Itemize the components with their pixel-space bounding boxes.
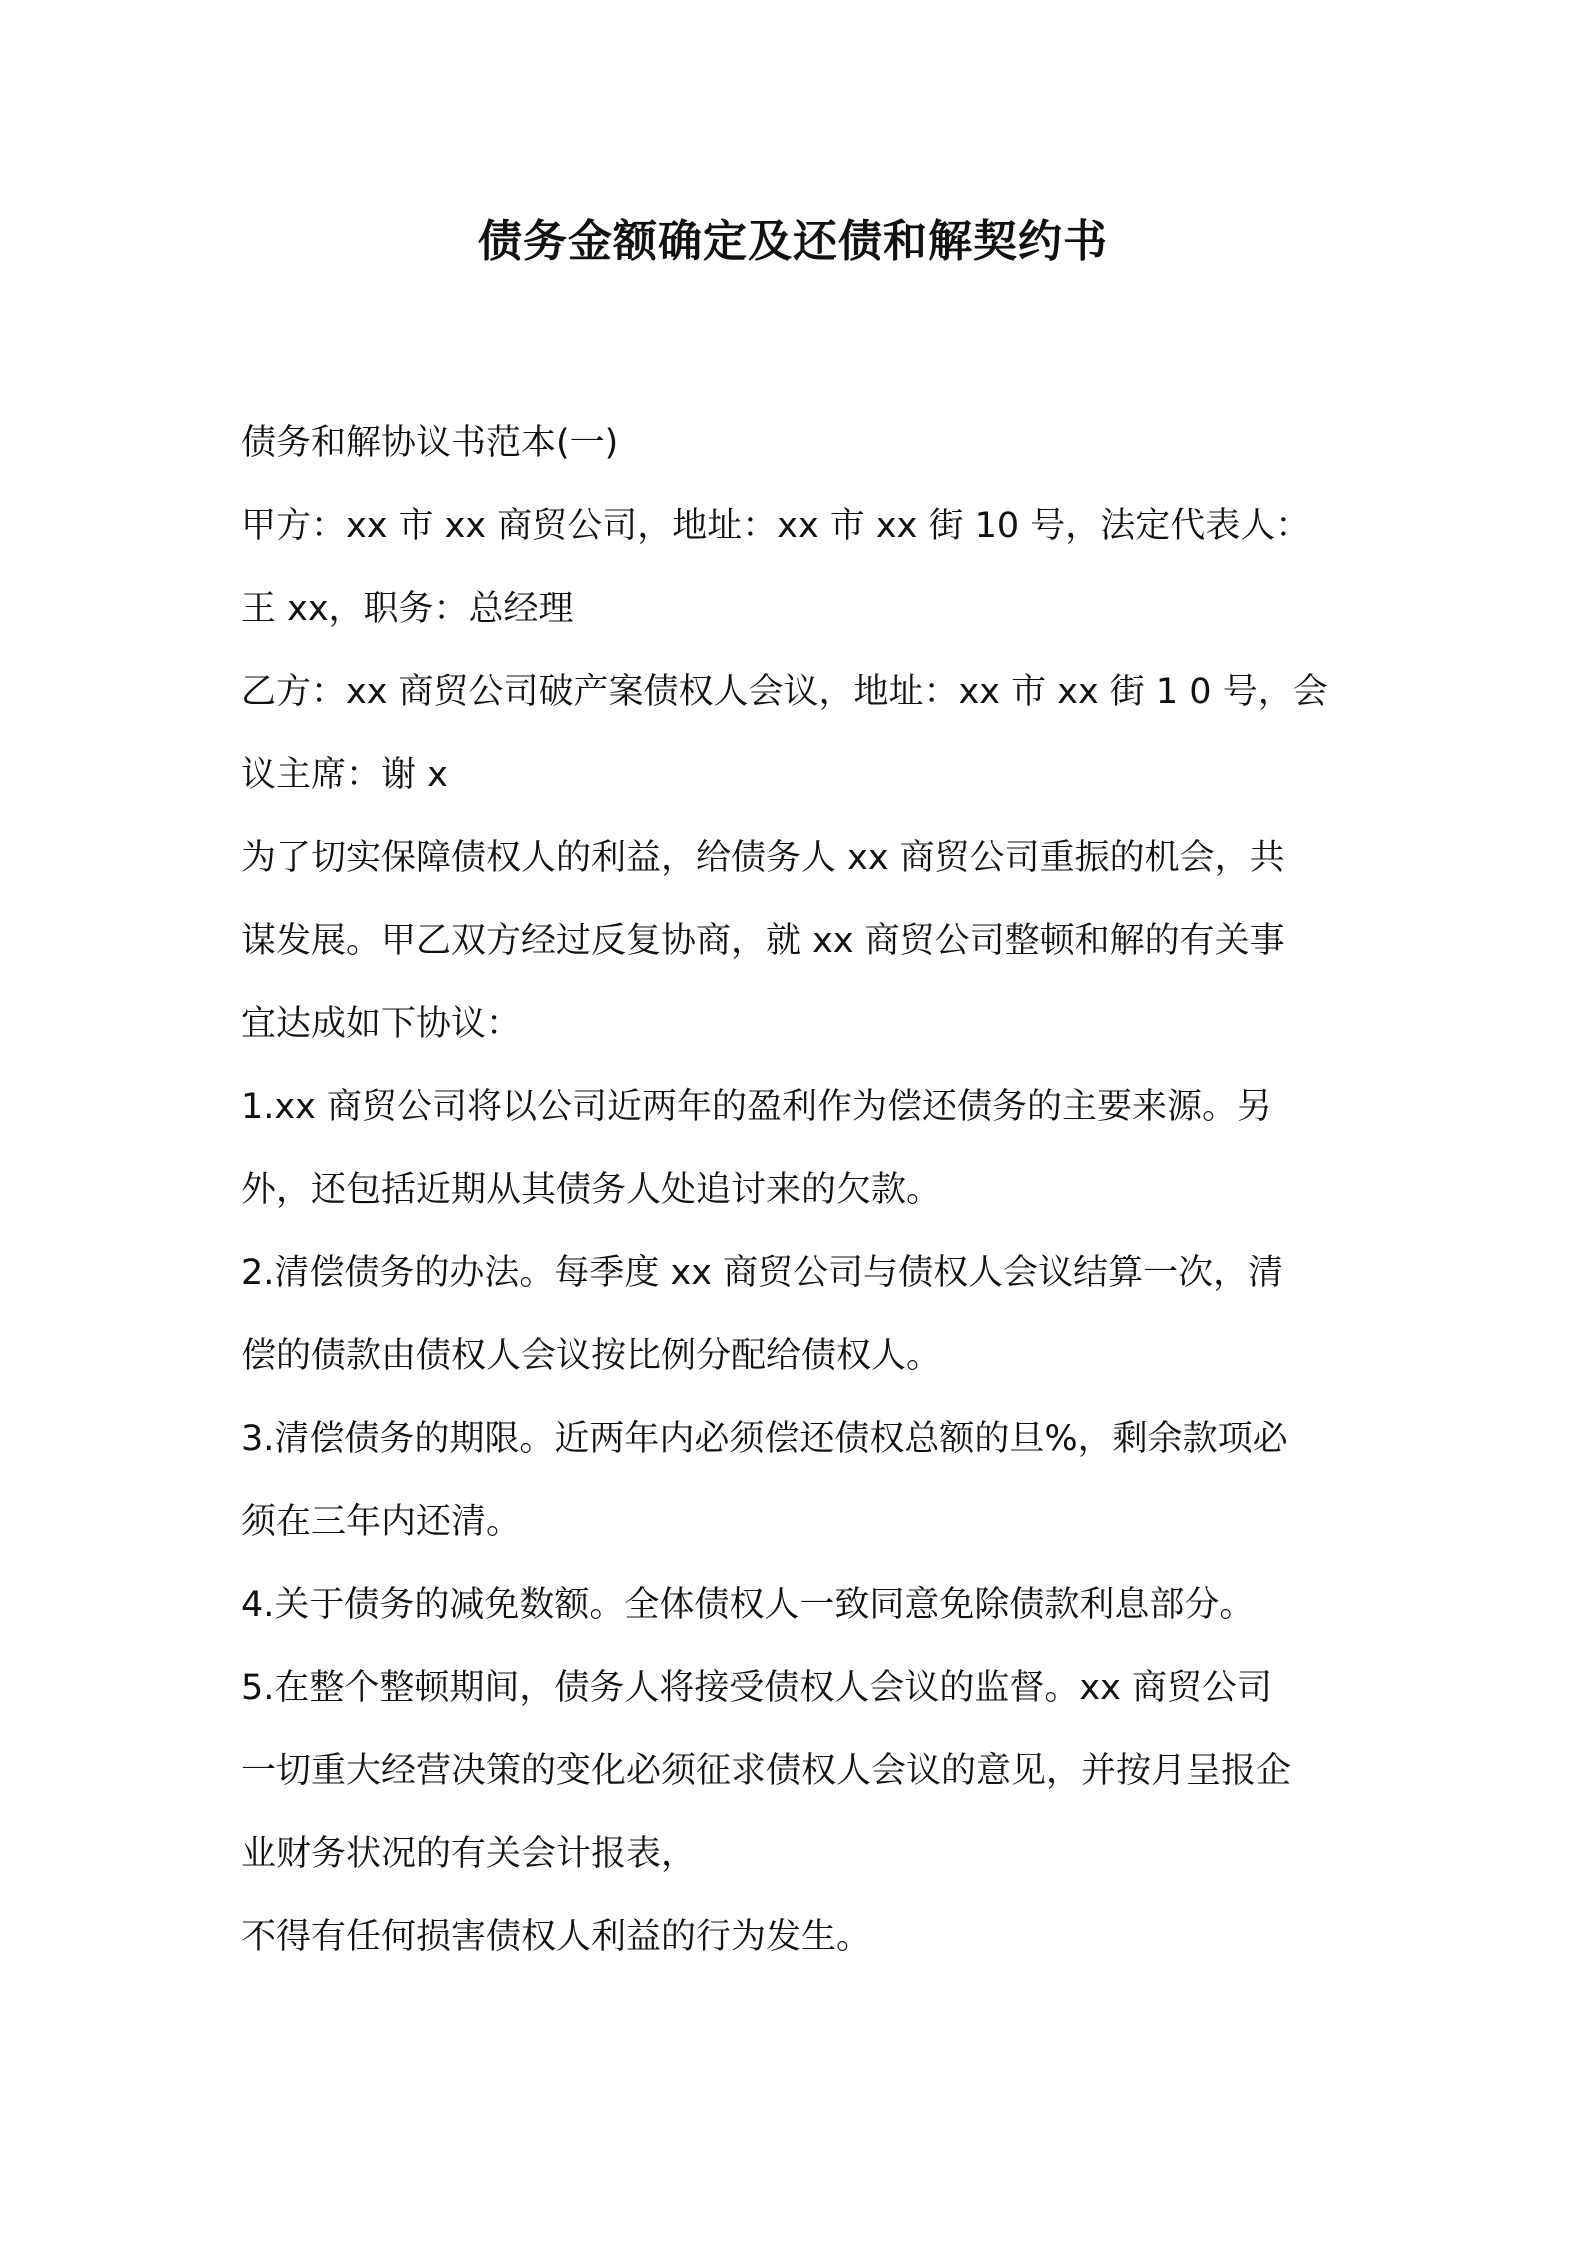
clause-5-line-2: 一切重大经营决策的变化必须征求债权人会议的意见，并按月呈报企 xyxy=(241,1751,1292,1791)
preamble-line-1: 为了切实保障债权人的利益，给债务人 xx 商贸公司重振的机会，共 xyxy=(241,838,1285,878)
party-b-line-2: 议主席：谢 x xyxy=(241,755,448,795)
clause-1-line-2: 外，还包括近期从其债务人处追讨来的欠款。 xyxy=(241,1170,942,1210)
subtitle-line: 债务和解协议书范本(一) xyxy=(241,423,619,463)
clause-3-line-2: 须在三年内还清。 xyxy=(241,1502,522,1542)
clause-3-line-1: 3.清偿债务的期限。近两年内必须偿还债权总额的旦%，剩余款项必 xyxy=(241,1419,1288,1459)
party-a-line-1: 甲方：xx 市 xx 商贸公司，地址：xx 市 xx 街 10 号，法定代表人： xyxy=(241,506,1311,546)
clause-5-line-3: 业财务状况的有关会计报表， xyxy=(241,1834,697,1874)
preamble-line-3: 宜达成如下协议： xyxy=(241,1004,522,1044)
clause-1-line-1: 1.xx 商贸公司将以公司近两年的盈利作为偿还债务的主要来源。另 xyxy=(241,1087,1272,1127)
document-body xyxy=(241,402,1361,1979)
party-b-line-1: 乙方：xx 商贸公司破产案债权人会议，地址：xx 市 xx 街 1 0 号，会 xyxy=(241,672,1328,712)
clause-5-line-1: 5.在整个整顿期间，债务人将接受债权人会议的监督。xx 商贸公司 xyxy=(241,1668,1272,1708)
preamble-line-2: 谋发展。甲乙双方经过反复协商，就 xx 商贸公司整顿和解的有关事 xyxy=(241,921,1285,961)
clause-2-line-2: 偿的债款由债权人会议按比例分配给债权人。 xyxy=(241,1336,942,1376)
clause-5-line-4: 不得有任何损害债权人利益的行为发生。 xyxy=(241,1917,872,1957)
clause-2-line-1: 2.清偿债务的办法。每季度 xx 商贸公司与债权人会议结算一次，清 xyxy=(241,1253,1284,1293)
clause-4-line-1: 4.关于债务的减免数额。全体债权人一致同意免除债款利息部分。 xyxy=(241,1585,1255,1625)
document-title: 债务金额确定及还债和解契约书 xyxy=(478,216,1108,267)
party-a-line-2: 王 xx，职务：总经理 xyxy=(241,589,574,629)
